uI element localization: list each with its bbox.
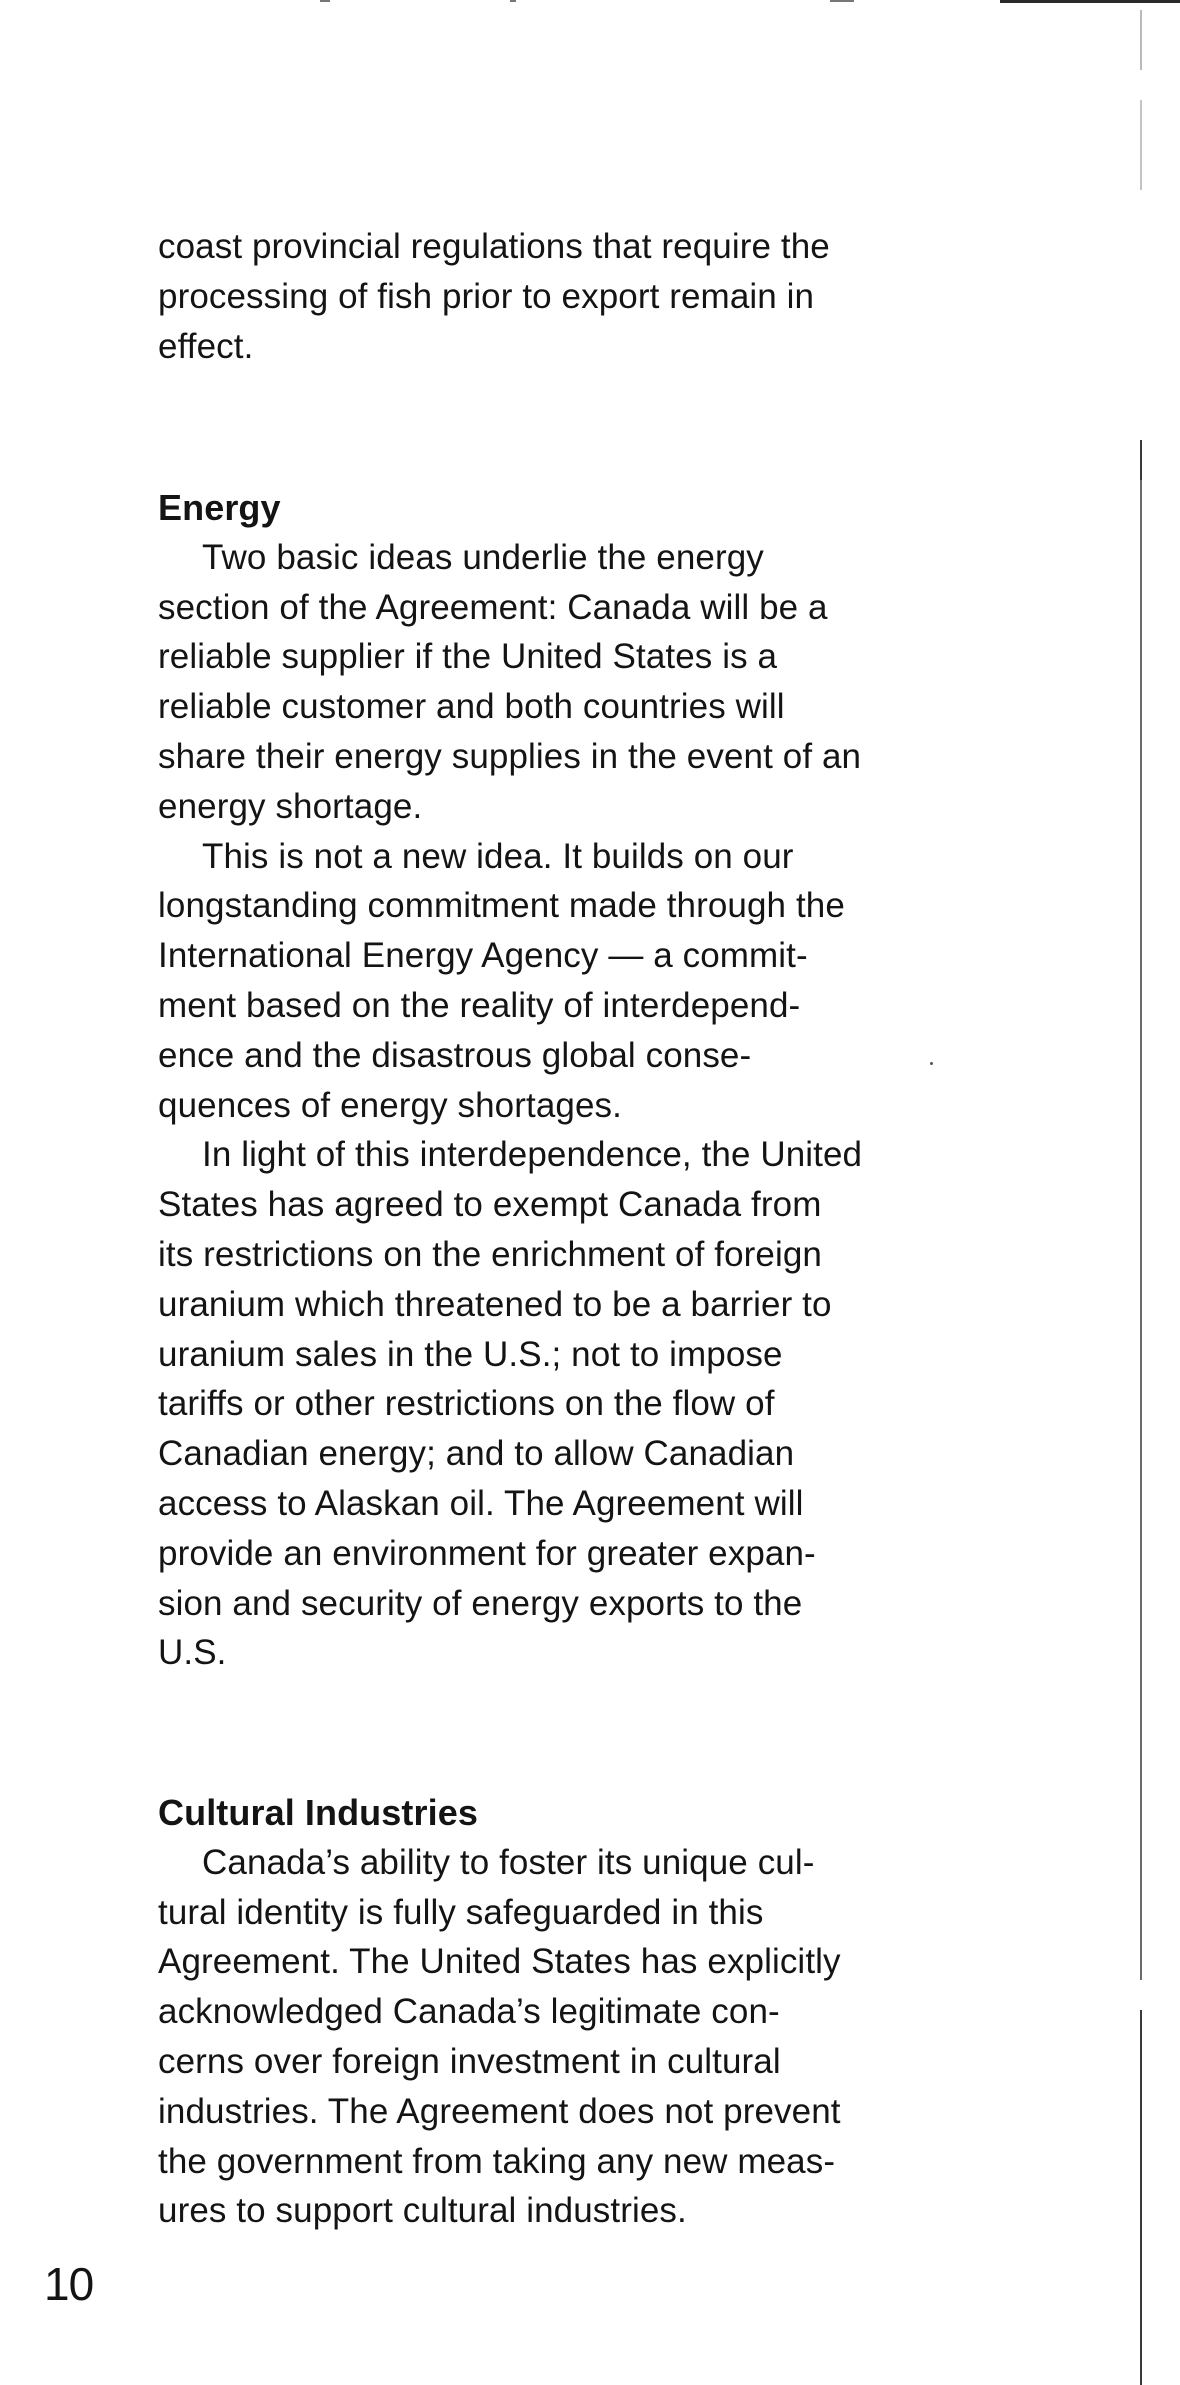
text-line: reliable customer and both countries will [158,687,785,727]
text-line: section of the Agreement: Canada will be a [158,587,828,627]
scan-marks [320,0,880,4]
text-line: energy shortage. [158,786,423,826]
binding-edge-line [1140,10,1142,70]
text-line: the government from taking any new meas- [158,2141,836,2181]
binding-edge-line [1140,480,1142,1980]
text-line: This is not a new idea. It builds on our [202,836,794,876]
intro-continuation [158,222,998,371]
text-line: coast provincial regulations that require the [158,227,830,266]
text-line: In light of this interdependence, the United [202,1135,863,1175]
top-edge-rule [1000,0,1180,3]
text-line: International Energy Agency — a commit- [158,936,808,976]
text-line: uranium sales in the U.S.; not to impose [158,1334,783,1374]
page-number: 10 [44,2258,94,2310]
text-line: U.S. [158,1633,227,1673]
text-line: quences of energy shortages. [158,1085,622,1125]
cultural-industries-section [158,1788,998,2236]
paragraph [158,1130,998,1678]
paragraph [158,1838,998,2236]
text-line: uranium which threatened to be a barrier to [158,1284,832,1324]
text-line: sion and security of energy exports to the [158,1583,803,1623]
paragraph [158,222,998,371]
section-heading-cultural-industries: Cultural Industries [158,1792,478,1833]
energy-section [158,483,998,1678]
paragraph [158,832,998,1131]
text-line: effect. [158,326,254,366]
text-line: cerns over foreign investment in cultural [158,2041,781,2081]
text-line: Agreement. The United States has explicitly [158,1942,841,1982]
section-heading-energy: Energy [158,487,281,528]
binding-edge-line [1140,440,1142,480]
text-line: acknowledged Canada’s legitimate con- [158,1992,780,2032]
binding-edge-line [1140,100,1142,190]
binding-edge-line [1140,2010,1142,2385]
text-line: ures to support cultural industries. [158,2191,687,2231]
text-line: Canada’s ability to foster its unique cul- [202,1842,815,1882]
text-line: share their energy supplies in the event of an [158,736,862,776]
text-line: tural identity is fully safeguarded in this [158,1892,764,1932]
text-line: tariffs or other restrictions on the flow of [158,1384,775,1424]
text-line: Two basic ideas underlie the energy [202,537,764,577]
text-line: reliable supplier if the United States is a [158,637,778,677]
text-line: processing of fish prior to export remain in [158,276,815,316]
paragraph [158,533,998,832]
text-line: longstanding commitment made through the [158,886,845,926]
text-line: access to Alaskan oil. The Agreement will [158,1483,804,1523]
text-line: provide an environment for greater expan- [158,1533,816,1573]
text-line: Canadian energy; and to allow Canadian [158,1434,795,1474]
text-line: ment based on the reality of interdepend- [158,985,801,1025]
text-line: industries. The Agreement does not prevent [158,2091,841,2131]
text-line: its restrictions on the enrichment of foreign [158,1234,822,1274]
text-line: States has agreed to exempt Canada from [158,1185,822,1225]
text-line: ence and the disastrous global conse- [158,1035,752,1075]
